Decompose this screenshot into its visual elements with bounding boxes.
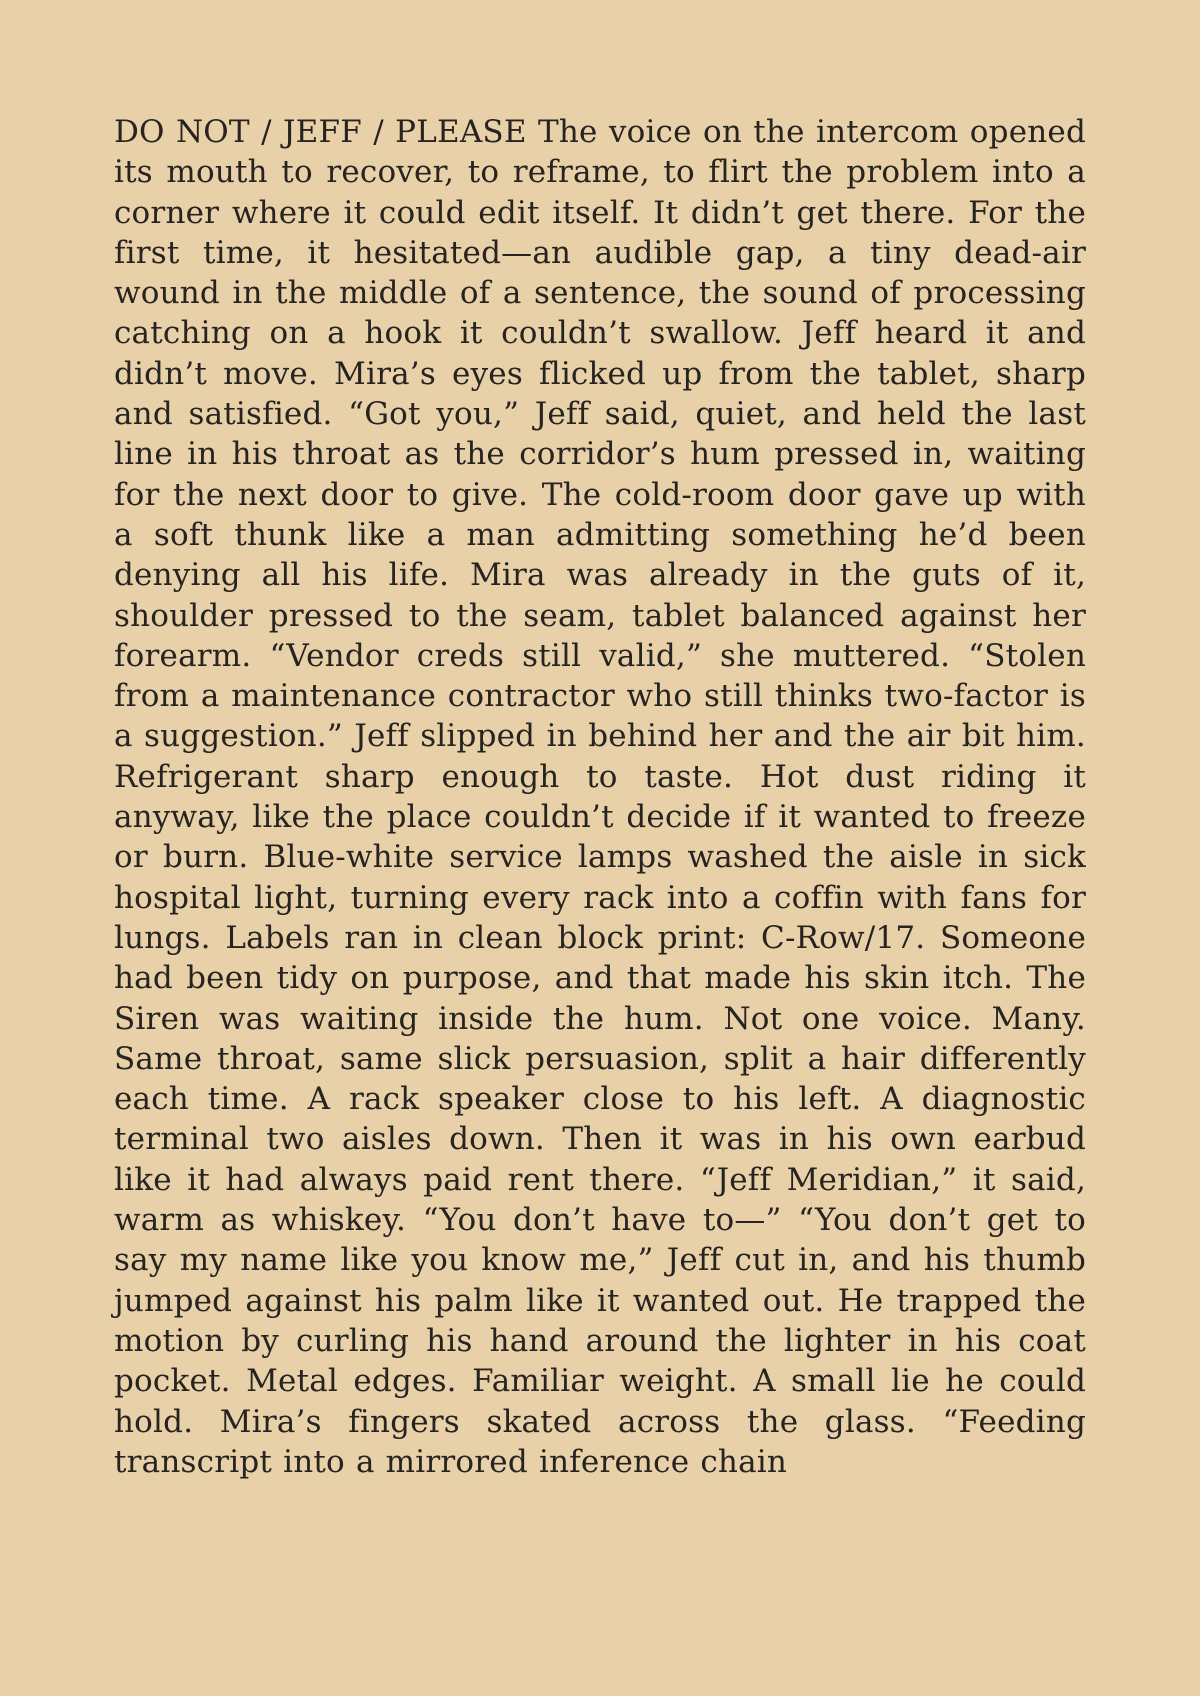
- passage-text: DO NOT / JEFF / PLEASE The voice on the intercom opened its mouth to recover, to reframe, to flirt the problem into a corner where it could edit itself. It didn’t get there. For the first time, it hesitated—an audible gap, a tiny dead-air wound in the middle of a sentence, the sound of processing catching on a hook it couldn’t swallow. Jeff heard it and didn’t move. Mira’s eyes flicked up from the tablet, sharp and satisfied. “Got you,” Jeff said, quiet, and held the last line in his throat as the corridor’s hum pressed in, waiting for the next door to give. The cold-room door gave up with a soft thunk like a man admitting something he’d been denying all his life. Mira was already in the guts of it, shoulder pressed to the seam, tablet balanced against her forearm. “Vendor creds still valid,” she muttered. “Stolen from a maintenance contractor who still thinks two-factor is a suggestion.” Jeff slipped in behind her and the air bit him. Refrigerant sharp enough to taste. Hot dust riding it anyway, like the place couldn’t decide if it wanted to freeze or burn. Blue-white service lamps washed the aisle in sick hospital light, turning every rack into a coffin with fans for lungs. Labels ran in clean block print: C-Row/17. Someone had been tidy on purpose, and that made his skin itch. The Siren was waiting inside the hum. Not one voice. Many. Same throat, same slick persuasion, split a hair differently each time. A rack speaker close to his left. A diagnostic terminal two aisles down. Then it was in his own earbud like it had always paid rent there. “Jeff Meridian,” it said, warm as whiskey. “You don’t have to—” “You don’t get to say my name like you know me,” Jeff cut in, and his thumb jumped against his palm like it wanted out. He trapped the motion by curling his hand around the lighter in his coat pocket. Metal edges. Familiar weight. A small lie he could hold. Mira’s fingers skated across the glass. “Feeding transcript into a mirrored inference chain: [114, 114, 1086, 1480]
